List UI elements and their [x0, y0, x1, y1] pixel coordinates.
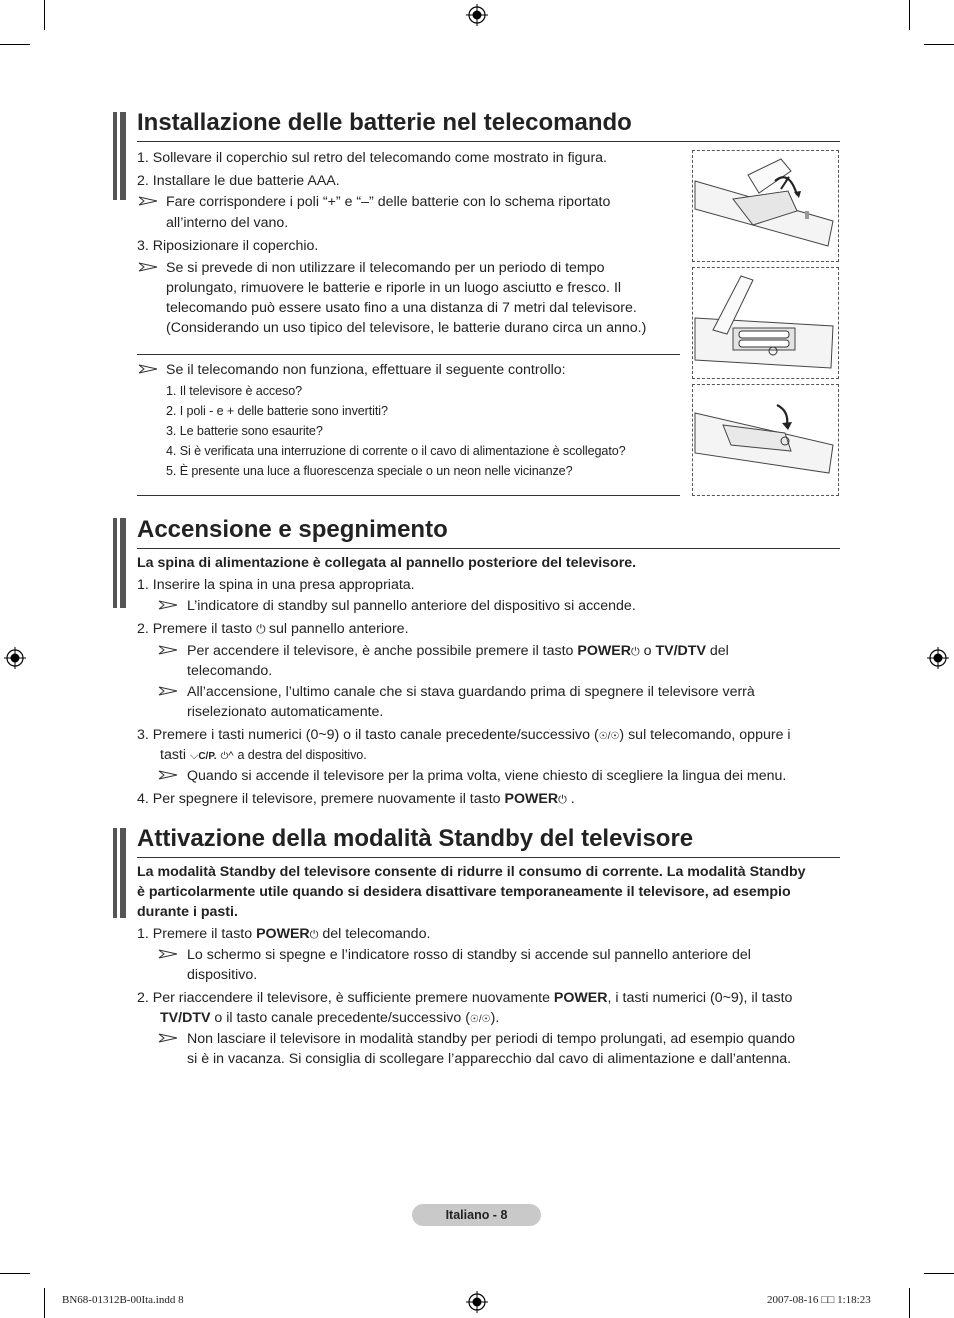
- section-title-power: Accensione e spegnimento: [137, 516, 448, 543]
- text: 2. Per riaccendere il televisore, è sufficiente premere nuovamente: [137, 990, 550, 1006]
- standby-lead-line-1: La modalità Standby del televisore consente di ridurre il consumo di corrente. La modalità Standby: [137, 864, 806, 880]
- power-step-1: 1. Inserire la spina in una presa appropriata.: [137, 577, 415, 593]
- check-item: 1. Il televisore è acceso?: [166, 384, 303, 398]
- note-arrow-icon: [158, 1033, 178, 1043]
- text: del telecomando.: [322, 926, 431, 942]
- standby-note-1-line-2: dispositivo.: [187, 967, 258, 983]
- text: ).: [490, 1010, 500, 1026]
- standby-note-1-line-1: Lo schermo si spegne e l’indicatore rosso di standby si accende sul pannello anteriore del: [187, 947, 751, 963]
- note-arrow-icon: [138, 262, 158, 272]
- battery-note-1-line-2: all’interno del vano.: [166, 215, 289, 231]
- text: a destra del dispositivo.: [237, 748, 367, 762]
- check-intro: Se il telecomando non funziona, effettuare il seguente controllo:: [166, 362, 566, 378]
- note-arrow-icon: [158, 949, 178, 959]
- section-rule: [137, 857, 840, 858]
- section-rule: [137, 548, 840, 549]
- standby-note-2-line-1: Non lasciare il televisore in modalità standby per periodi di tempo prolungati, ad esempio quando: [187, 1031, 796, 1047]
- tvdtv-key-label: TV/DTV: [655, 643, 706, 659]
- power-step-2-text-end: sul pannello anteriore.: [268, 621, 409, 637]
- section-bars: [113, 828, 127, 918]
- section-bars: [113, 112, 127, 200]
- standby-lead-line-3: durante i pasti.: [137, 904, 238, 920]
- text: Per accendere il televisore, è anche possibile premere il tasto: [187, 643, 574, 659]
- text: ) sul telecomando, oppure i: [619, 727, 791, 743]
- power-note-2-line-2: telecomando.: [187, 663, 273, 679]
- power-key-label: POWER: [504, 791, 559, 807]
- remote-figure-open-cover: [692, 150, 839, 262]
- battery-note-2-line-3: telecomando può essere usato fino a una distanza di 7 metri dal televisore.: [166, 300, 637, 316]
- text: 3. Premere i tasti numerici (0~9) o il tasto canale precedente/successivo (: [137, 727, 599, 743]
- standby-step-2-line-2: [160, 1008, 499, 1030]
- battery-note-2-line-2: prolungato, rimuovere le batterie e riporle in un luogo asciutto e fresco. Il: [166, 280, 622, 296]
- crop-mark: [924, 44, 954, 45]
- section-bars: [113, 518, 127, 608]
- crop-mark: [44, 0, 45, 30]
- crop-mark: [0, 44, 30, 45]
- crop-mark: [0, 1273, 30, 1274]
- crop-mark: [44, 1288, 45, 1318]
- text: o: [643, 643, 652, 659]
- note-arrow-icon: [158, 770, 178, 780]
- text: , i tasti numerici (0~9), il tasto: [607, 990, 793, 1006]
- page-label: Italiano - 8: [412, 1204, 541, 1226]
- standby-note-2-line-2: si è in vacanza. Si consiglia di scollegare l’apparecchio dal cavo di alimentazione e dall’antenna.: [187, 1051, 792, 1067]
- text: 1. Premere il tasto: [137, 926, 253, 942]
- battery-step-3: 3. Riposizionare il coperchio.: [137, 238, 319, 254]
- note-arrow-icon: [158, 600, 178, 610]
- battery-step-1: 1. Sollevare il coperchio sul retro del telecomando come mostrato in figura.: [137, 150, 607, 166]
- crop-mark: [909, 1288, 910, 1318]
- channel-up-down-icon: ☉/☉: [469, 1014, 491, 1025]
- crop-mark: [909, 0, 910, 30]
- cp-key-label: C/P.: [198, 751, 217, 762]
- power-key-label: POWER: [553, 990, 608, 1006]
- remote-figure-close-cover: [692, 384, 839, 496]
- power-step-3-line-2: [160, 745, 367, 767]
- power-icon: ⏻: [630, 646, 640, 658]
- check-item: 2. I poli - e + delle batterie sono invertiti?: [166, 404, 388, 418]
- power-note-2-line-1: [187, 641, 729, 662]
- crop-mark: [924, 1273, 954, 1274]
- battery-note-2-line-1: Se si prevede di non utilizzare il telecomando per un periodo di tempo: [166, 260, 605, 276]
- text: o il tasto canale precedente/successivo (: [214, 1010, 470, 1026]
- note-arrow-icon: [158, 686, 178, 696]
- remote-figure-batteries: [692, 267, 839, 379]
- footer-date: 2007-08-16 □□ 1:18:23: [767, 1294, 871, 1306]
- text: tasti: [160, 747, 187, 763]
- power-step-3-line-1: [137, 725, 791, 747]
- power-note-1: L’indicatore di standby sul pannello anteriore del dispositivo si accende.: [187, 598, 636, 614]
- channel-up-down-icon: ☉/☉: [598, 731, 620, 742]
- section-title-batteries: Installazione delle batterie nel telecomando: [137, 109, 632, 136]
- check-item: 4. Si è verificata una interruzione di corrente o il cavo di alimentazione è scollegato?: [166, 444, 626, 458]
- note-arrow-icon: [138, 196, 158, 206]
- chevron-down-icon: ⌵: [189, 750, 199, 762]
- text: .: [570, 791, 575, 807]
- chevron-up-icon: ^: [228, 750, 234, 762]
- battery-note-1-line-1: Fare corrispondere i poli “+” e “–” delle batterie con lo schema riportato: [166, 194, 611, 210]
- check-box-bottom-rule: [137, 495, 680, 496]
- power-note-3-line-1: All’accensione, l’ultimo canale che si stava guardando prima di spegnere il televisore verrà: [187, 684, 755, 700]
- section-rule: [137, 141, 840, 142]
- tvdtv-key-label: TV/DTV: [160, 1010, 211, 1026]
- standby-step-1: [137, 924, 430, 945]
- power-note-4: Quando si accende il televisore per la prima volta, viene chiesto di scegliere la lingua dei menu.: [187, 768, 787, 784]
- registration-mark-icon: [466, 1291, 488, 1313]
- check-item: 5. È presente una luce a fluorescenza speciale o un neon nelle vicinanze?: [166, 464, 573, 478]
- power-step-2-text: 2. Premere il tasto: [137, 621, 253, 637]
- section-title-standby: Attivazione della modalità Standby del televisore: [137, 825, 694, 852]
- battery-note-2-line-4: (Considerando un uso tipico del televisore, le batterie durano circa un anno.): [166, 320, 647, 336]
- text: 4. Per spegnere il televisore, premere nuovamente il tasto: [137, 791, 501, 807]
- battery-step-2: 2. Installare le due batterie AAA.: [137, 173, 340, 189]
- power-key-label: POWER: [256, 926, 310, 942]
- power-icon: ⏻: [309, 929, 319, 941]
- power-icon: ⏻: [220, 751, 229, 762]
- registration-mark-icon: [466, 4, 488, 26]
- note-arrow-icon: [138, 364, 158, 374]
- footer-file: BN68-01312B-00Ita.indd 8: [62, 1294, 184, 1306]
- power-lead: La spina di alimentazione è collegata al pannello posteriore del televisore.: [137, 555, 637, 571]
- registration-mark-icon: [927, 647, 949, 669]
- check-box-top-rule: [137, 354, 680, 355]
- power-note-3-line-2: riselezionato automaticamente.: [187, 704, 384, 720]
- power-step-4: [137, 789, 575, 810]
- check-item: 3. Le batterie sono esaurite?: [166, 424, 323, 438]
- registration-mark-icon: [4, 647, 26, 669]
- text: del: [709, 643, 729, 659]
- note-arrow-icon: [158, 645, 178, 655]
- standby-lead-line-2: è particolarmente utile quando si desidera disattivare temporaneamente il televisore, ad esempio: [137, 884, 791, 900]
- power-icon: ⏻: [256, 622, 269, 636]
- power-key-label: POWER: [577, 643, 631, 659]
- standby-step-2-line-1: [137, 988, 792, 1008]
- power-step-2: [137, 619, 409, 639]
- power-icon: ⏻: [558, 794, 567, 806]
